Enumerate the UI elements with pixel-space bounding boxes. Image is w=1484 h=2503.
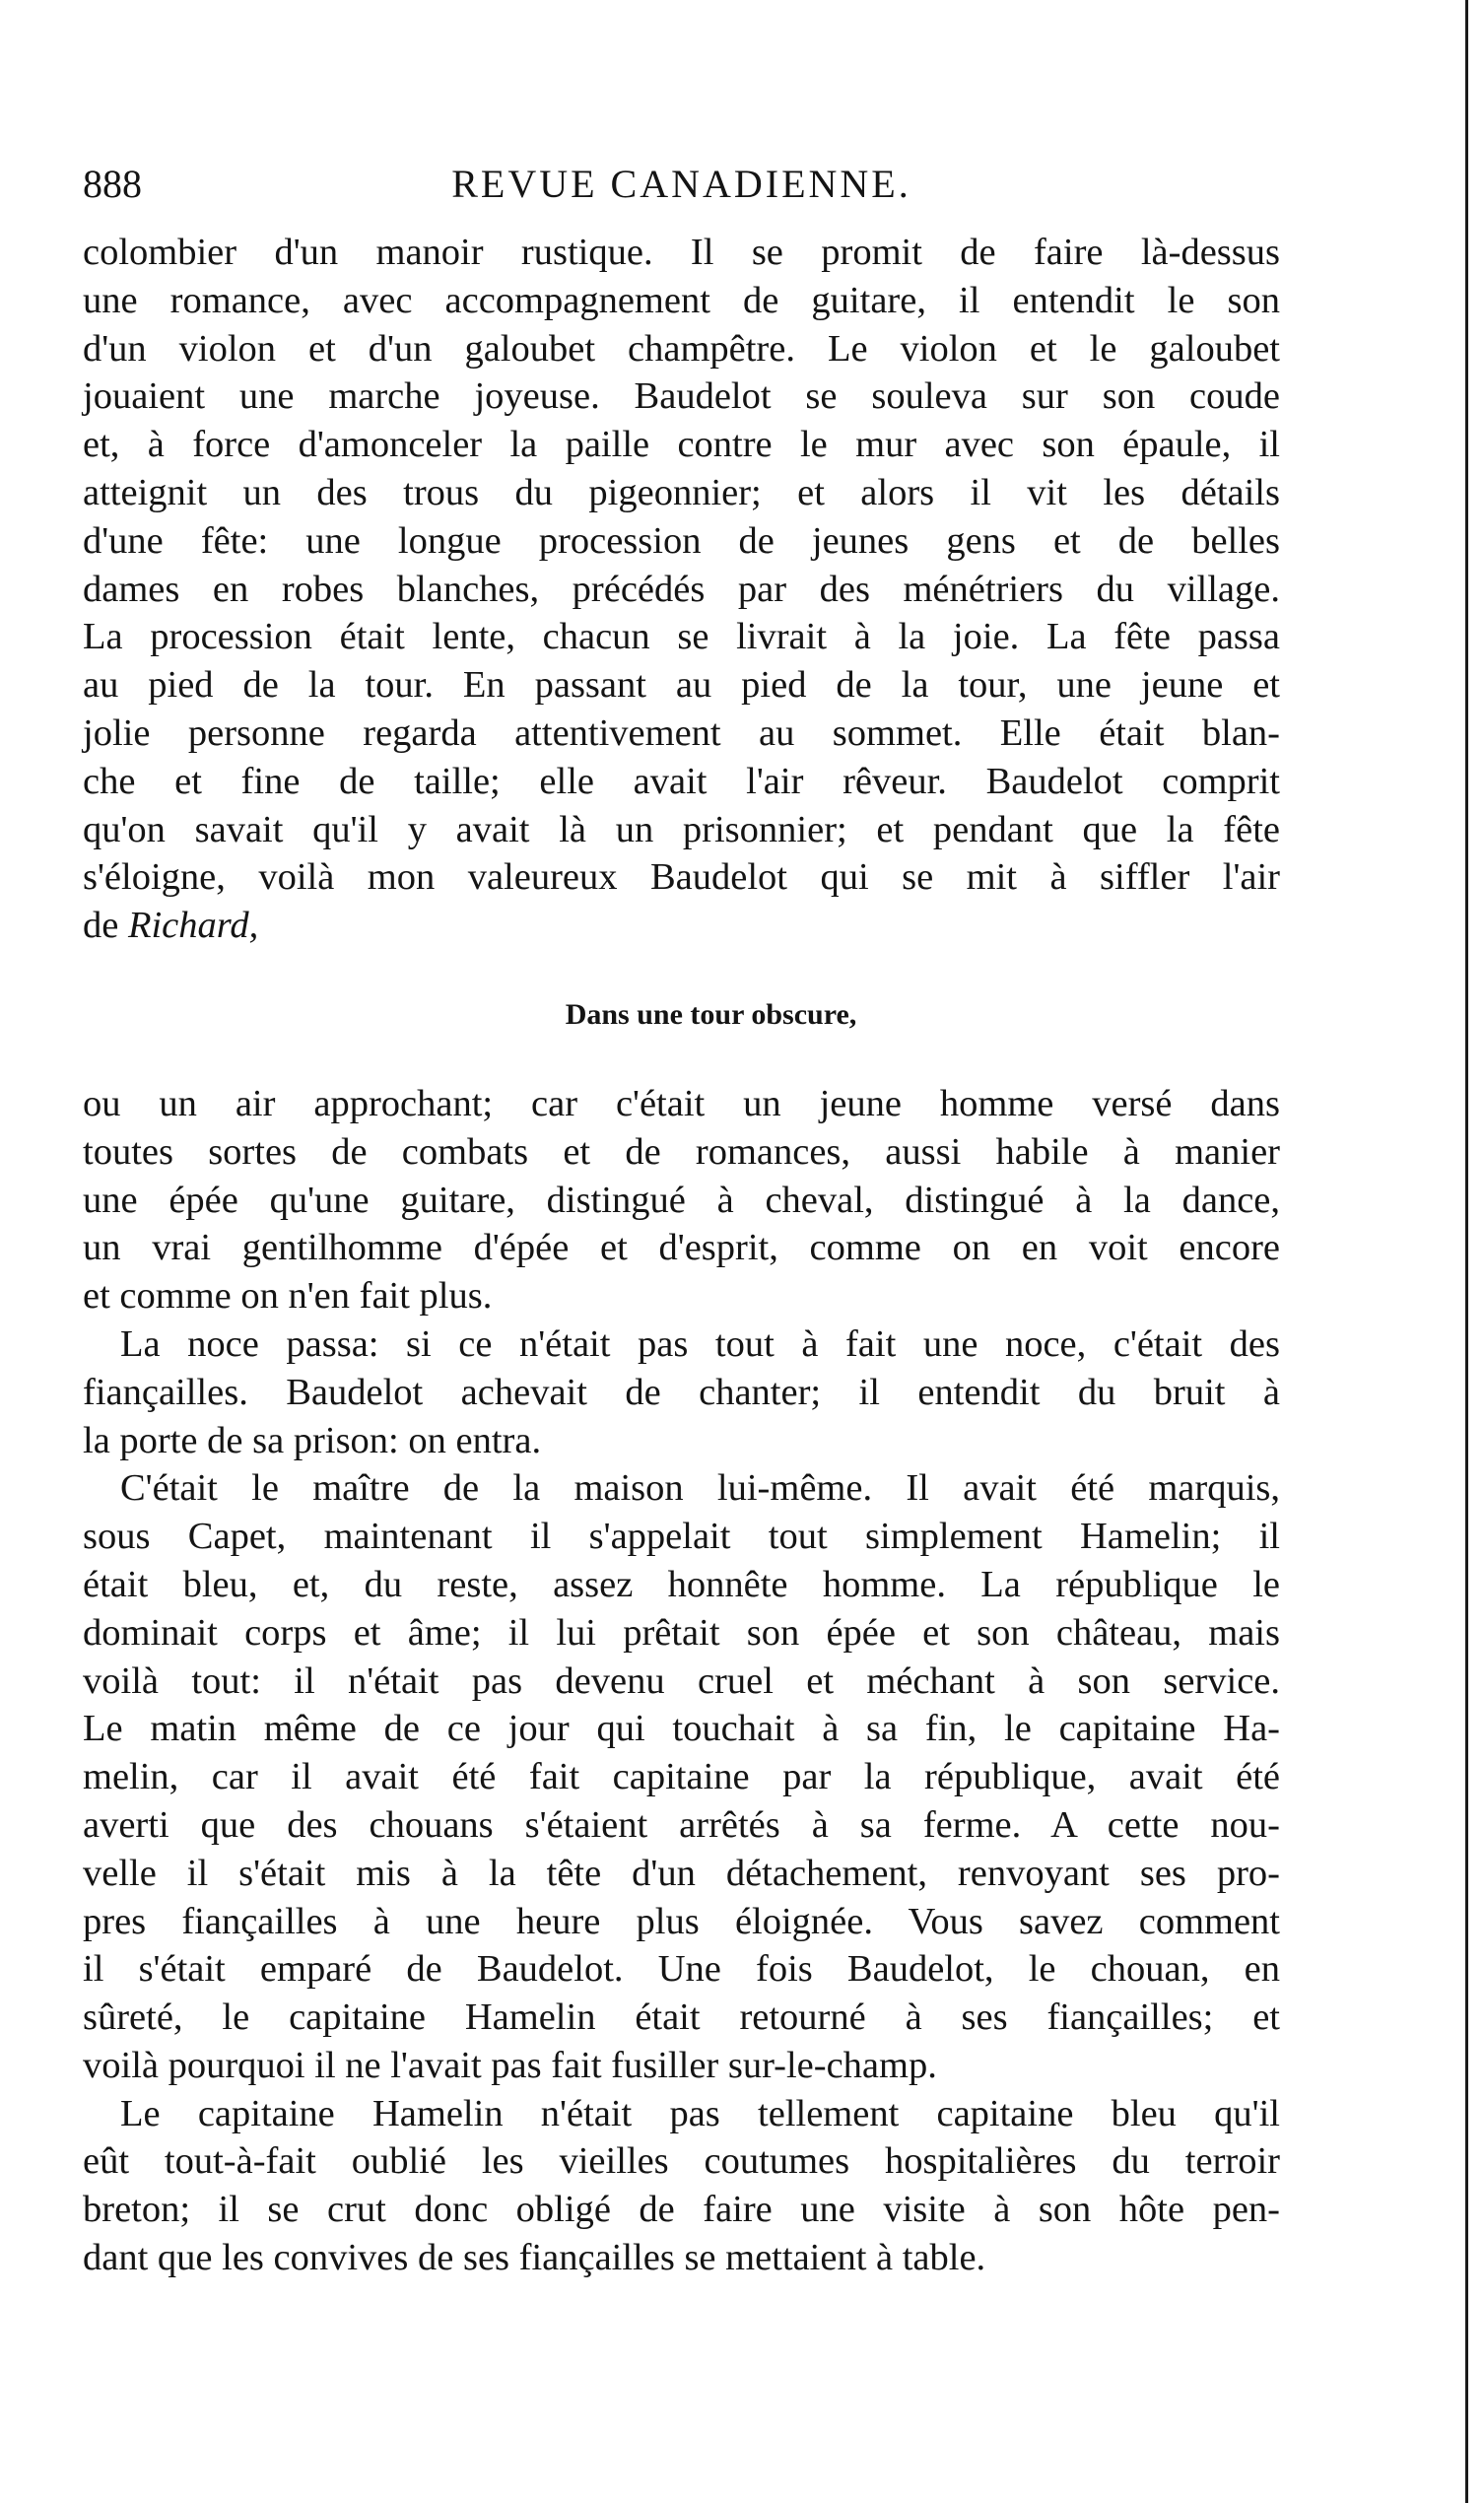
text-line: Le capitaine Hamelin n'était pas tellement capitaine bleu qu'il bbox=[120, 2092, 1280, 2134]
text-line: d'un violon et d'un galoubet champêtre. Le violon et le galoubet bbox=[83, 327, 1280, 370]
text-line: melin, car il avait été fait capitaine par la république, avait été bbox=[83, 1756, 1280, 1798]
text-line: C'était le maître de la maison lui-même. Il avait été marquis, bbox=[120, 1467, 1280, 1510]
paragraph-2 bbox=[83, 1080, 1280, 1320]
text-line: au pied de la tour. En passant au pied de la tour, une jeune et bbox=[83, 664, 1280, 707]
text-line: La procession était lente, chacun se livrait à la joie. La fête passa bbox=[83, 616, 1280, 658]
verse-line: Dans une tour obscure, bbox=[565, 997, 857, 1031]
text-line: eût tout-à-fait oublié les vieilles coutumes hospitalières du terroir bbox=[83, 2140, 1280, 2183]
text-line: voilà tout: il n'était pas devenu cruel et méchant à son service. bbox=[83, 1659, 1280, 1702]
text-line: sûreté, le capitaine Hamelin était retourné à ses fiançailles; et bbox=[83, 1996, 1280, 2039]
text-line: Le matin même de ce jour qui touchait à sa fin, le capitaine Ha- bbox=[83, 1708, 1280, 1750]
paragraph-4 bbox=[83, 1464, 1280, 2089]
text-line: averti que des chouans s'étaient arrêtés à sa ferme. A cette nou- bbox=[83, 1803, 1280, 1846]
paragraph-1 bbox=[83, 229, 1280, 950]
text-line: dant que les convives de ses fiançailles se mettaient à table. bbox=[83, 2237, 986, 2279]
text-line: une romance, avec accompagnement de guitare, il entendit le son bbox=[83, 279, 1280, 321]
running-title: REVUE CANADIENNE. bbox=[451, 162, 911, 206]
text-line: breton; il se crut donc obligé de faire une visite à son hôte pen- bbox=[83, 2189, 1280, 2231]
body-text bbox=[83, 229, 1280, 2282]
page-header bbox=[83, 160, 1280, 209]
text-fragment: de bbox=[83, 905, 128, 947]
text-line: toutes sortes de combats et de romances, aussi habile à manier bbox=[83, 1130, 1280, 1173]
text-line: che et fine de taille; elle avait l'air rêveur. Baudelot comprit bbox=[83, 760, 1280, 802]
text-line: dames en robes blanches, précédés par des ménétriers du village. bbox=[83, 568, 1280, 610]
text-line: d'une fête: une longue procession de jeunes gens et de belles bbox=[83, 519, 1280, 562]
text-line: voilà pourquoi il ne l'avait pas fait fusiller sur-le-champ. bbox=[83, 2044, 937, 2086]
text-line: colombier d'un manoir rustique. Il se promit de faire là-dessus bbox=[83, 232, 1280, 273]
text-line: dominait corps et âme; il lui prêtait son épée et son château, mais bbox=[83, 1611, 1280, 1654]
text-line: la porte de sa prison: on entra. bbox=[83, 1419, 542, 1461]
text-line: il s'était emparé de Baudelot. Une fois Baudelot, le chouan, en bbox=[83, 1948, 1280, 1991]
text-line: sous Capet, maintenant il s'appelait tout simplement Hamelin; il bbox=[83, 1516, 1280, 1558]
text-line bbox=[83, 902, 1280, 950]
text-line: s'éloigne, voilà mon valeureux Baudelot qui se mit à siffler l'air bbox=[83, 856, 1280, 899]
text-line: et comme on n'en fait plus. bbox=[83, 1275, 493, 1318]
text-line: jouaient une marche joyeuse. Baudelot se souleva sur son coude bbox=[83, 375, 1280, 418]
page-edge-line bbox=[1465, 0, 1468, 2503]
text-line: et, à force d'amonceler la paille contre le mur avec son épaule, il bbox=[83, 424, 1280, 466]
song-title: Richard, bbox=[127, 905, 259, 947]
page-number: 888 bbox=[83, 162, 142, 206]
paragraph-3 bbox=[83, 1320, 1280, 1464]
text-line: était bleu, et, du reste, assez honnête homme. La république le bbox=[83, 1563, 1280, 1605]
paragraph-5 bbox=[83, 2090, 1280, 2282]
text-line: ou un air approchant; car c'était un jeune homme versé dans bbox=[83, 1082, 1280, 1124]
text-line: pres fiançailles à une heure plus éloignée. Vous savez comment bbox=[83, 1900, 1280, 1942]
text-line: fiançailles. Baudelot achevait de chanter; il entendit du bruit à bbox=[83, 1371, 1280, 1413]
text-line: atteignit un des trous du pigeonnier; et alors il vit les détails bbox=[83, 471, 1280, 513]
text-line: jolie personne regarda attentivement au sommet. Elle était blan- bbox=[83, 711, 1280, 754]
text-line: un vrai gentilhomme d'épée et d'esprit, comme on en voit encore bbox=[83, 1227, 1280, 1269]
text-line: velle il s'était mis à la tête d'un détachement, renvoyant ses pro- bbox=[83, 1852, 1280, 1894]
text-line: qu'on savait qu'il y avait là un prisonnier; et pendant que la fête bbox=[83, 808, 1280, 850]
text-line: une épée qu'une guitare, distingué à cheval, distingué à la dance, bbox=[83, 1179, 1280, 1221]
text-line: La noce passa: si ce n'était pas tout à fait une noce, c'était des bbox=[120, 1322, 1280, 1365]
